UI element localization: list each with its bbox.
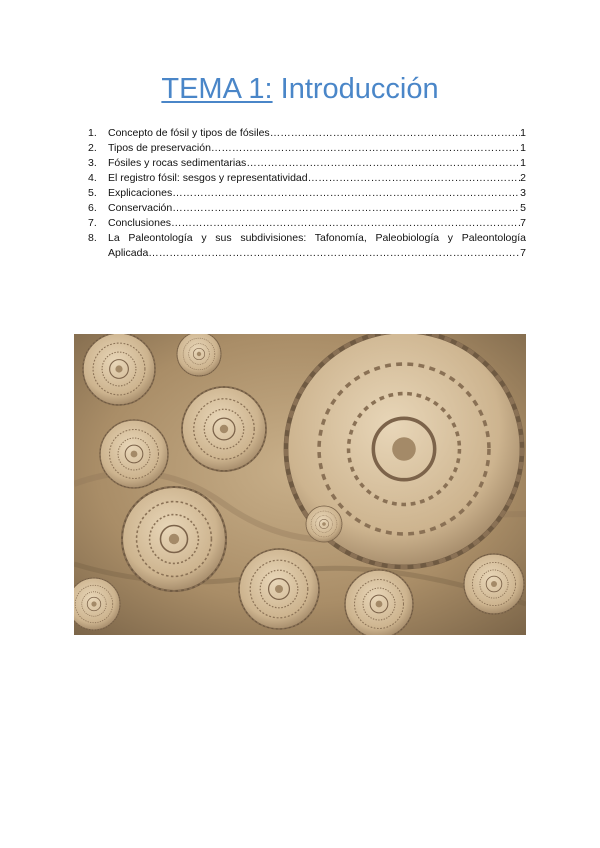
toc-leader (172, 201, 520, 216)
toc-leader (211, 141, 520, 156)
toc-label: Fósiles y rocas sedimentarias (108, 157, 247, 169)
toc-number: 7. (88, 217, 97, 229)
toc-page: 5 (520, 202, 526, 214)
toc-leader (172, 186, 520, 201)
toc-number: 5. (88, 187, 97, 199)
toc-label: El registro fósil: sesgos y representatividad (108, 172, 308, 184)
toc-label-continued: Aplicada (108, 247, 149, 259)
toc-number: 4. (88, 172, 97, 184)
document-title (0, 70, 600, 108)
toc-page: 7 (520, 247, 526, 259)
toc-number: 1. (88, 127, 97, 139)
toc-item[interactable] (88, 126, 526, 141)
toc-number: 8. (88, 232, 97, 244)
toc-item[interactable] (88, 231, 526, 261)
toc-item[interactable] (88, 186, 526, 201)
toc-number: 6. (88, 202, 97, 214)
toc-item[interactable] (88, 171, 526, 186)
toc-label: Concepto de fósil y tipos de fósiles (108, 127, 270, 139)
toc-label: Conclusiones (108, 217, 172, 229)
toc-item[interactable] (88, 201, 526, 216)
toc-item[interactable] (88, 156, 526, 171)
toc-leader (308, 171, 521, 186)
toc-page: 3 (520, 187, 526, 199)
toc-label: La Paleontología y sus subdivisiones: Tafonomía, Paleobiología y Paleontología (108, 232, 526, 244)
ammonite-fossils-photo (74, 334, 526, 635)
toc-leader (148, 246, 520, 261)
toc-leader (270, 126, 520, 141)
toc-page: 1 (520, 127, 526, 139)
toc-page: 1 (520, 142, 526, 154)
toc-number: 2. (88, 142, 97, 154)
table-of-contents (88, 126, 526, 261)
toc-page: 1 (520, 157, 526, 169)
toc-leader (171, 216, 520, 231)
toc-item[interactable] (88, 141, 526, 156)
title-text: Introducción (272, 73, 439, 105)
toc-label: Conservación (108, 202, 173, 214)
toc-page: 2 (520, 172, 526, 184)
title-prefix: TEMA 1: (161, 73, 273, 105)
toc-page: 7 (520, 217, 526, 229)
toc-item[interactable] (88, 216, 526, 231)
toc-number: 3. (88, 157, 97, 169)
toc-leader (246, 156, 520, 171)
toc-label: Tipos de preservación (108, 142, 211, 154)
toc-label: Explicaciones (108, 187, 173, 199)
